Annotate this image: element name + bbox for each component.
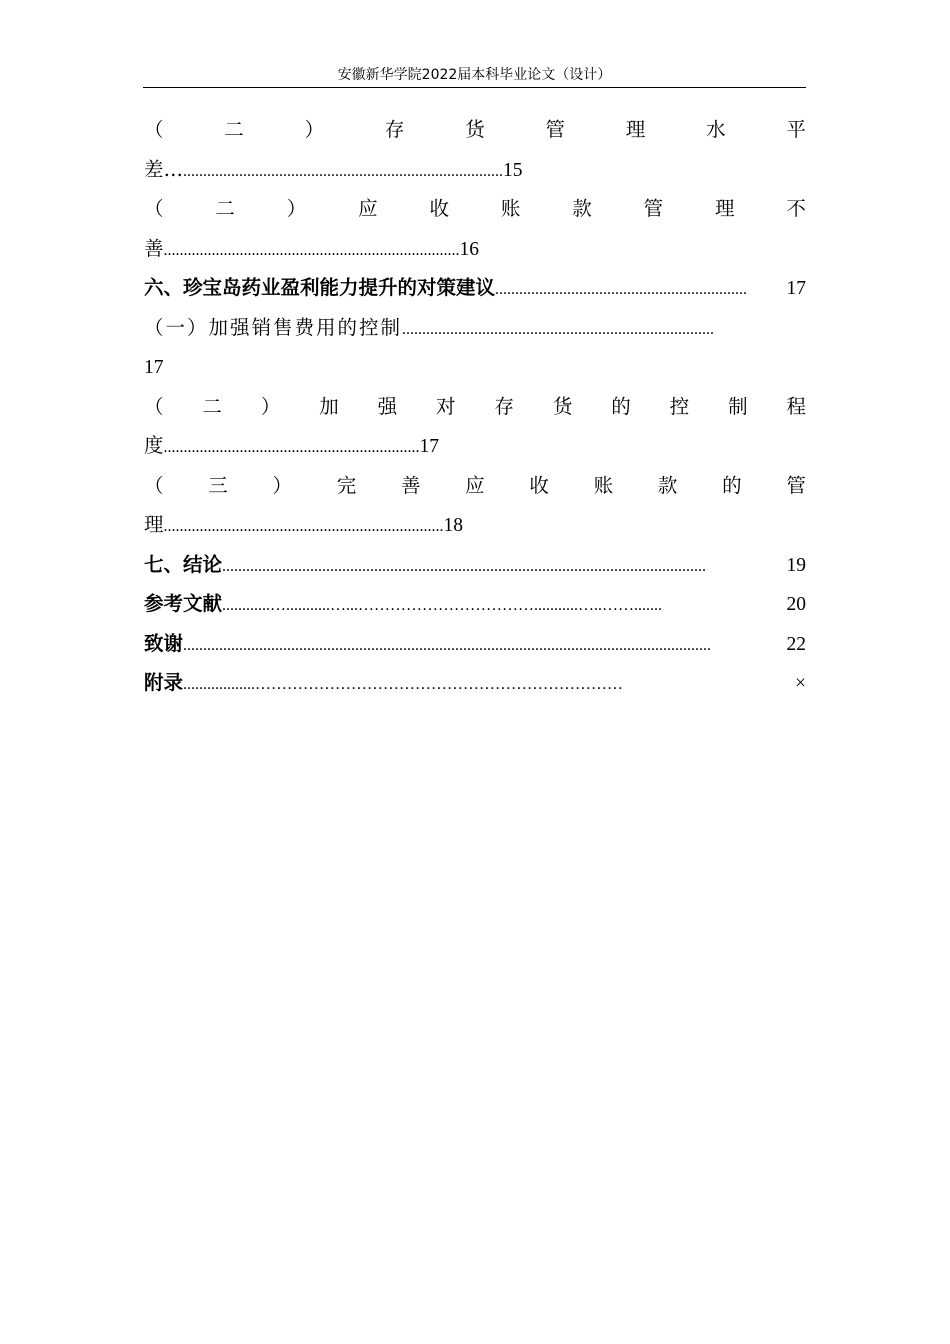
toc-char: 货 — [465, 118, 485, 141]
toc-entry-receivables-management-line1[interactable] — [144, 189, 806, 229]
toc-leader-dots: ................................................................ — [163, 439, 420, 456]
toc-char: 强 — [377, 394, 398, 418]
toc-leader-dots: ..................…………………………………………………………… — [183, 676, 624, 693]
toc-entry-title: 七、结论 — [144, 552, 223, 576]
toc-char: （ — [144, 394, 164, 418]
toc-page-number: 17 — [144, 357, 164, 378]
toc-leader-dots: .............................................................................. — [402, 320, 715, 338]
toc-char: 对 — [436, 394, 456, 418]
toc-char: 账 — [593, 473, 614, 497]
toc-leader-dots: ............................................................... — [495, 281, 748, 298]
toc-entry-title: 附录 — [144, 671, 184, 694]
toc-char: ） — [260, 394, 281, 418]
toc-entry-title-tail: 差… — [144, 157, 184, 181]
toc-leader-dots: ......................................................................................................................... — [222, 557, 707, 575]
header-rule — [143, 87, 806, 88]
toc-char: 存 — [384, 118, 405, 141]
toc-page-number: 15 — [503, 159, 523, 181]
toc-entry-inventory-management-line1[interactable] — [144, 110, 806, 150]
toc-entry-title: 六、珍宝岛药业盈利能力提升的对策建议 — [144, 276, 496, 299]
toc-page-number: 17 — [419, 436, 440, 457]
toc-char: 加 — [319, 394, 339, 418]
toc-char: 善 — [400, 473, 421, 497]
toc-entry-inventory-control-line2[interactable] — [144, 426, 806, 466]
toc-char: （ — [144, 197, 164, 220]
toc-entry-title: 致谢 — [144, 631, 184, 655]
toc-char: 二 — [224, 118, 244, 141]
toc-char: 三 — [208, 473, 228, 497]
toc-char: 管 — [545, 118, 565, 141]
toc-page-number: 22 — [786, 633, 806, 655]
toc-char: 账 — [500, 197, 521, 220]
toc-char: 理 — [625, 118, 646, 141]
toc-char: 的 — [611, 394, 631, 418]
page-header: 安徽新华学院2022届本科毕业论文（设计） — [337, 67, 612, 83]
toc-char: 控 — [669, 394, 690, 418]
toc-char: 制 — [728, 394, 748, 418]
toc-char: 管 — [643, 197, 664, 220]
toc-char: 的 — [722, 473, 742, 497]
toc-entry-appendix[interactable] — [144, 663, 806, 703]
toc-entry-sales-expense-control[interactable] — [144, 308, 806, 348]
toc-char: 应 — [465, 473, 485, 497]
toc-char: ） — [272, 473, 292, 497]
toc-page-number: × — [795, 673, 806, 694]
toc-char: 完 — [336, 473, 357, 497]
toc-page-number: 18 — [443, 515, 464, 536]
toc-entry-sales-expense-control-page[interactable] — [144, 347, 806, 387]
toc-entry-conclusion[interactable] — [144, 545, 806, 585]
toc-page-number: 17 — [786, 278, 806, 299]
toc-char: 款 — [572, 197, 592, 220]
toc-entry-receivables-improve-line2[interactable] — [144, 505, 806, 545]
toc-page-number: 19 — [786, 554, 806, 576]
toc-char: 应 — [358, 197, 378, 220]
toc-char: 货 — [552, 394, 573, 418]
toc-char: 款 — [657, 473, 678, 497]
toc-entry-receivables-improve-line1[interactable] — [144, 466, 806, 506]
toc-char: 二 — [215, 197, 235, 220]
toc-char: 管 — [786, 473, 806, 497]
toc-char: 水 — [706, 118, 726, 141]
toc-char: 不 — [786, 197, 806, 220]
table-of-contents — [144, 110, 806, 703]
toc-char: ） — [286, 197, 307, 220]
toc-char: 收 — [529, 473, 549, 497]
toc-entry-title-tail: 度 — [144, 434, 164, 457]
toc-char: 平 — [786, 118, 806, 141]
toc-entry-references[interactable] — [144, 584, 806, 624]
toc-page-number: 20 — [786, 594, 806, 615]
toc-entry-receivables-management-line2[interactable] — [144, 229, 806, 269]
toc-entry-inventory-control-line1[interactable] — [144, 387, 806, 427]
toc-page-number: 16 — [459, 238, 480, 260]
toc-char: 存 — [494, 394, 514, 418]
toc-char: 程 — [786, 394, 806, 418]
toc-entry-title: 参考文献 — [144, 592, 223, 615]
toc-entry-chapter-6[interactable] — [144, 268, 806, 308]
toc-char: 理 — [715, 197, 735, 220]
toc-entry-title-tail: 理 — [144, 513, 164, 536]
toc-leader-dots: .................................................................................................................................... — [183, 636, 712, 654]
toc-leader-dots: ............…...........…...……………………………...........…..……....... — [222, 597, 663, 614]
toc-entry-acknowledgements[interactable] — [144, 624, 806, 664]
toc-entry-title: （一）加强销售费用的控制 — [144, 315, 403, 339]
toc-char: ） — [304, 118, 325, 141]
toc-entry-title-tail: 善 — [144, 236, 164, 260]
toc-leader-dots: .......................................................................... — [163, 241, 460, 259]
toc-entry-inventory-management-line2[interactable] — [144, 150, 806, 190]
toc-leader-dots: ...................................................................... — [163, 518, 444, 535]
toc-char: 二 — [202, 394, 222, 418]
toc-char: （ — [144, 118, 164, 141]
toc-char: （ — [144, 473, 164, 497]
toc-leader-dots: ................................................................................ — [183, 162, 504, 180]
toc-char: 收 — [429, 197, 450, 220]
